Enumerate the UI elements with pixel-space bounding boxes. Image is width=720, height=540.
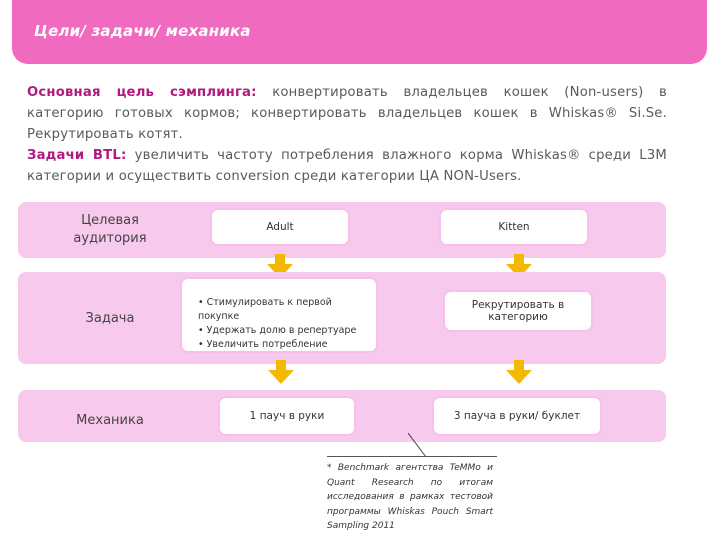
task-kitten-box: Рекрутировать в категорию <box>443 290 593 332</box>
audience-kitten-box: Kitten <box>439 208 589 246</box>
page-title: Цели/ задачи/ механика <box>34 22 251 40</box>
audience-adult-box: Adult <box>210 208 350 246</box>
task-label: Задача <box>85 311 135 326</box>
task-adult-item: • Стимулировать к первой покупке <box>198 296 376 324</box>
intro-text <box>27 82 667 187</box>
mechanic-kitten-box: 3 пауча в руки/ буклет <box>432 396 602 436</box>
footnote-divider <box>327 456 497 457</box>
task-adult-item: • Удержать долю в репертуаре <box>198 324 376 338</box>
goal-text: конвертировать владельцев кошек (Non-users) в категорию готовых кормов; конвертировать владельцев кошек в Whiskas® Si.Se. Рекрутировать котят. <box>27 85 667 142</box>
footnote: * Benchmark агентства TeMMo и Quant Research по итогам исследования в рамках тестовой программы Whiskas Pouch Smart Sampling 2011 <box>327 463 493 531</box>
down-arrow-icon <box>506 360 532 384</box>
tasks-text: увеличить частоту потребления влажного корма Whiskas® среди L3M категории и осуществить conversion среди категории ЦА NON-Users. <box>27 148 667 184</box>
mechanic-adult-box: 1 пауч в руки <box>218 396 356 436</box>
mechanic-label: Механика <box>76 413 144 428</box>
task-adult-box <box>180 277 378 353</box>
goal-label: Основная цель сэмплинга: <box>27 85 257 100</box>
down-arrow-icon <box>268 360 294 384</box>
footnote-pointer <box>408 433 428 458</box>
audience-label: Целевая аудитория <box>73 213 147 246</box>
task-adult-item: • Увеличить потребление <box>198 338 376 352</box>
title-bar <box>12 0 707 64</box>
tasks-label: Задачи BTL: <box>27 148 127 163</box>
